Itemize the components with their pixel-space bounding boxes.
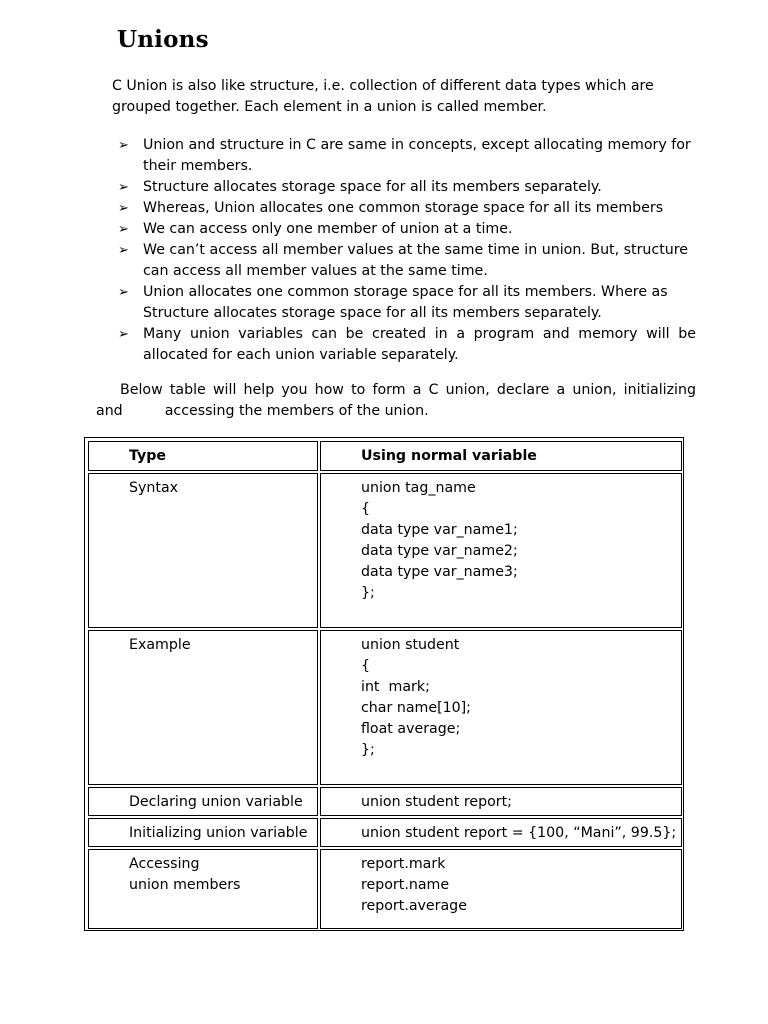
- arrow-bullet-icon: ➢: [118, 327, 129, 342]
- table-row-usage: union student report = {100, “Mani”, 99.5};: [320, 818, 682, 847]
- table-header-type: Type: [88, 441, 318, 471]
- table-row-usage: report.mark report.name report.average: [320, 849, 682, 929]
- table-intro-line1: Below table will help you how to form a C union, declare a union, initializing: [120, 382, 696, 398]
- table-row-usage: union student { int mark; char name[10]; float average; };: [320, 630, 682, 785]
- arrow-bullet-icon: ➢: [118, 285, 129, 300]
- table-intro-line2: and accessing the members of the union.: [96, 403, 429, 419]
- table-row-type: Example: [88, 630, 318, 785]
- table-row-type: Declaring union variable: [88, 787, 318, 816]
- arrow-bullet-icon: ➢: [118, 222, 129, 237]
- page-title: Unions: [117, 26, 209, 53]
- list-item: ➢ Many union variables can be created in a program and memory will be allocated for each union variable separately.: [118, 326, 696, 363]
- arrow-bullet-icon: ➢: [118, 201, 129, 216]
- table-intro: [96, 380, 696, 422]
- list-item: ➢ Structure allocates storage space for all its members separately.: [118, 177, 696, 198]
- table-row-type: Accessing union members: [88, 849, 318, 929]
- list-item: ➢ Whereas, Union allocates one common storage space for all its members: [118, 198, 696, 219]
- arrow-bullet-icon: ➢: [118, 243, 129, 258]
- intro-paragraph: C Union is also like structure, i.e. collection of different data types which are grouped together. Each element in a union is called member.: [112, 78, 654, 115]
- bullet-list: [118, 135, 696, 366]
- arrow-bullet-icon: ➢: [118, 180, 129, 195]
- list-item: ➢ Union and structure in C are same in concepts, except allocating memory for their members.: [118, 137, 691, 174]
- arrow-bullet-icon: ➢: [118, 138, 129, 153]
- table-row-type: Syntax: [88, 473, 318, 628]
- list-item: ➢ We can’t access all member values at the same time in union. But, structure can access all member values at the same time.: [118, 242, 689, 279]
- table-row-usage: union tag_name { data type var_name1; data type var_name2; data type var_name3; };: [320, 473, 682, 628]
- union-table: [84, 437, 684, 931]
- table-row-type: Initializing union variable: [88, 818, 318, 847]
- list-item: ➢ Union allocates one common storage space for all its members. Where as Structure allocates storage space for all its members separately.: [118, 284, 668, 321]
- list-item: ➢ We can access only one member of union at a time.: [118, 219, 696, 240]
- table-header-usage: Using normal variable: [320, 441, 682, 471]
- table-row-usage: union student report;: [320, 787, 682, 816]
